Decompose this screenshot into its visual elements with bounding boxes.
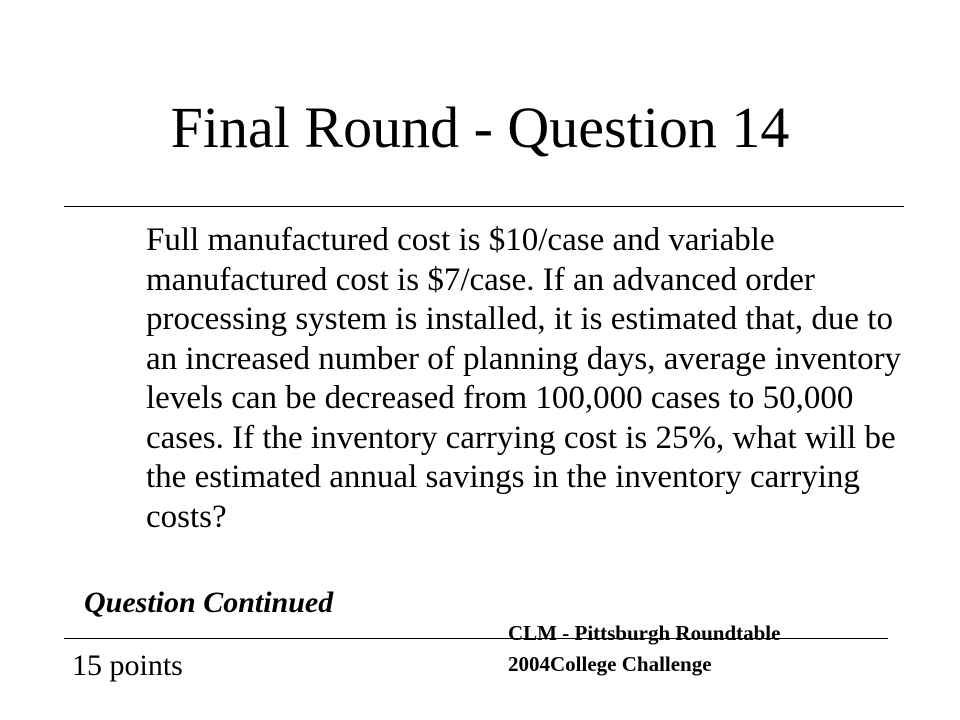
event-name: 2004College Challenge xyxy=(508,652,712,676)
question-continued-label: Question Continued xyxy=(84,586,334,619)
organization-name: CLM - Pittsburgh Roundtable xyxy=(508,621,781,645)
slide-title: Final Round - Question 14 xyxy=(170,95,790,160)
title-divider xyxy=(64,206,904,207)
points-value: 15 points xyxy=(72,649,183,682)
question-text: Full manufactured cost is $10/case and variable manufactured cost is $7/case. If an advanced order processing system is installed, it is estimated that, due to an increased number of planning days, average inventory levels can be decreased from 100,000 cases to 50,000 cases. If the inventory carrying cost is 25%, what will be the estimated annual savings in the inventory carrying costs? xyxy=(146,222,902,535)
